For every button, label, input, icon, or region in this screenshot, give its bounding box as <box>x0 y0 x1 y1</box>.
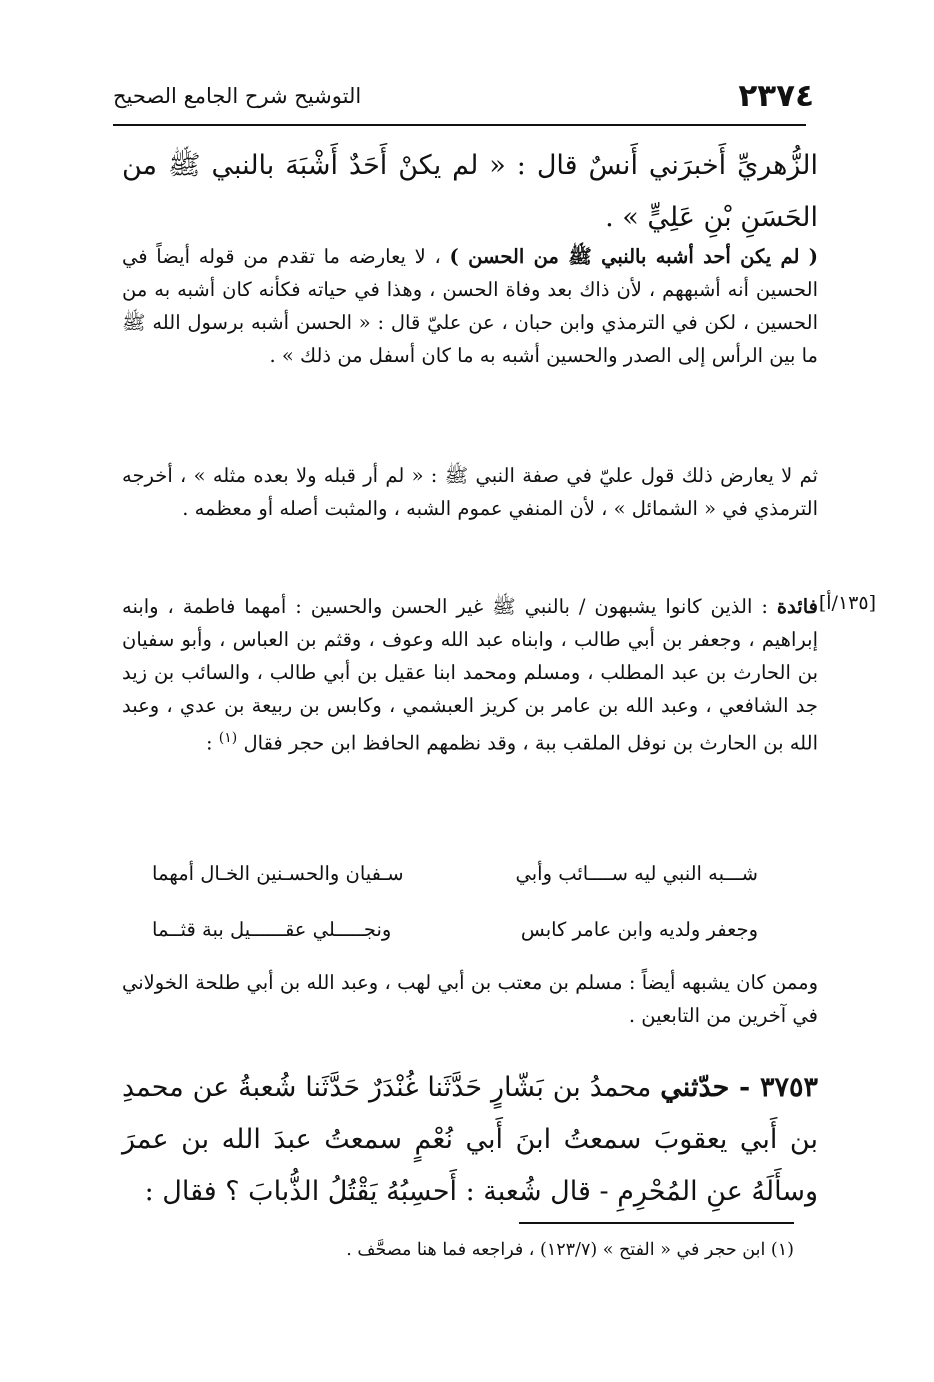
commentary-paragraph-2: ثم لا يعارض ذلك قول عليّ في صفة النبي ﷺ : « لم أر قبله ولا بعده مثله » ، أخرجه الترمذي في « الشمائل » ، لأن المنفي عموم الشبه ، والمثبت أصله أو معظمه . <box>122 464 818 520</box>
commentary-lemma: ( لم يكن أحد أشبه بالنبي ﷺ من الحسن ) <box>449 245 818 268</box>
manuscript-folio-ref: [١٣٥/أ] <box>818 592 876 614</box>
benefit-heading: فائدة <box>776 595 818 618</box>
hadith-3753 <box>122 1062 818 1218</box>
poem-line-2 <box>122 918 818 954</box>
hadith-text: محمدُ بن بَشّارٍ حَدَّثَنا غُنْدَرٌ حَدَّثَنا شُعبةُ عن محمدِ بن أَبي يعقوبَ سمعتُ ابنَ أَبي نُعْمٍ سمعتُ عبدَ الله بن عمرَ وسأَلَهُ عنِ المُحْرِمِ - قال شُعبة : أَحسِبُهُ يَقْتُلُ الذُّبابَ ؟ فقال : <box>122 1072 818 1207</box>
footnote: (١) ابن حجر في « الفتح » (١٢٣/٧) ، فراجعه فما هنا مصحَّف . <box>346 1240 794 1260</box>
benefit-text-end: : <box>206 731 219 755</box>
hadith-text-continued: الزُّهريِّ أَخبرَني أَنسٌ قال : « لم يكنْ أَحَدٌ أَشْبَهَ بالنبي ﷺ من الحَسَنِ بْنِ عَلِيٍّ » . <box>122 150 818 233</box>
page-number: ٢٣٧٤ <box>738 78 814 114</box>
poem-line-1 <box>122 862 818 898</box>
hadith-lead: - حدّثني <box>660 1072 760 1103</box>
running-title: التوشيح شرح الجامع الصحيح <box>113 84 362 108</box>
poem-line-2-first-hemistich: وجعفر ولديه وابن عامر كابس <box>520 918 758 941</box>
commentary-text: ، لا يعارضه ما تقدم من قوله أيضاً في الحسين أنه أشبههم ، لأن ذاك بعد وفاة الحسن ، وهذا في حياته فكأنه كان أشبه به من الحسين ، لكن في الترمذي وابن حبان ، عن عليّ قال : « الحسن أشبه برسول الله ﷺ ما بين الرأس إلى الصدر والحسين أشبه به ما كان أسفل من ذلك » . <box>122 245 819 367</box>
commentary-paragraph-3: وممن كان يشبهه أيضاً : مسلم بن معتب بن أبي لهب ، وعبد الله بن أبي طلحة الخولاني في آخرين من التابعين . <box>122 971 818 1027</box>
hadith-number: ٣٧٥٣ <box>759 1072 818 1103</box>
benefit-text: : الذين كانوا يشبهون / بالنبي ﷺ غير الحسن والحسين : أمهما فاطمة ، وابنه إبراهيم ، وجعفر بن أبي طالب ، وابناه عبد الله وعوف ، وقثم بن العباس ، وأبو سفيان بن الحارث بن عبد المطلب ، ومسلم ومحمد ابنا عقيل بن أبي طالب ، والسائب بن زيد جد الشافعي ، وعبد الله بن عامر بن كريز العبشمي ، وكابس بن ربيعة بن عدي ، وعبد الله بن الحارث بن نوفل الملقب ببة ، وقد نظمهم الحافظ ابن حجر فقال <box>122 595 818 755</box>
poem-line-1-second-hemistich: سـفيان والحسـنين الخـال أمهما <box>152 862 404 885</box>
poem-line-2-second-hemistich: ونجـــــلي عقــــــيل ببة قثــما <box>152 918 392 941</box>
poem-line-1-first-hemistich: شـــبه النبي ليه ســــائب وأبي <box>515 862 758 885</box>
commentary-paragraph <box>122 240 818 372</box>
header-rule <box>113 124 806 126</box>
footnote-separator <box>519 1222 794 1224</box>
footnote-marker[interactable]: (١) <box>218 730 238 746</box>
benefit-paragraph <box>122 590 818 760</box>
